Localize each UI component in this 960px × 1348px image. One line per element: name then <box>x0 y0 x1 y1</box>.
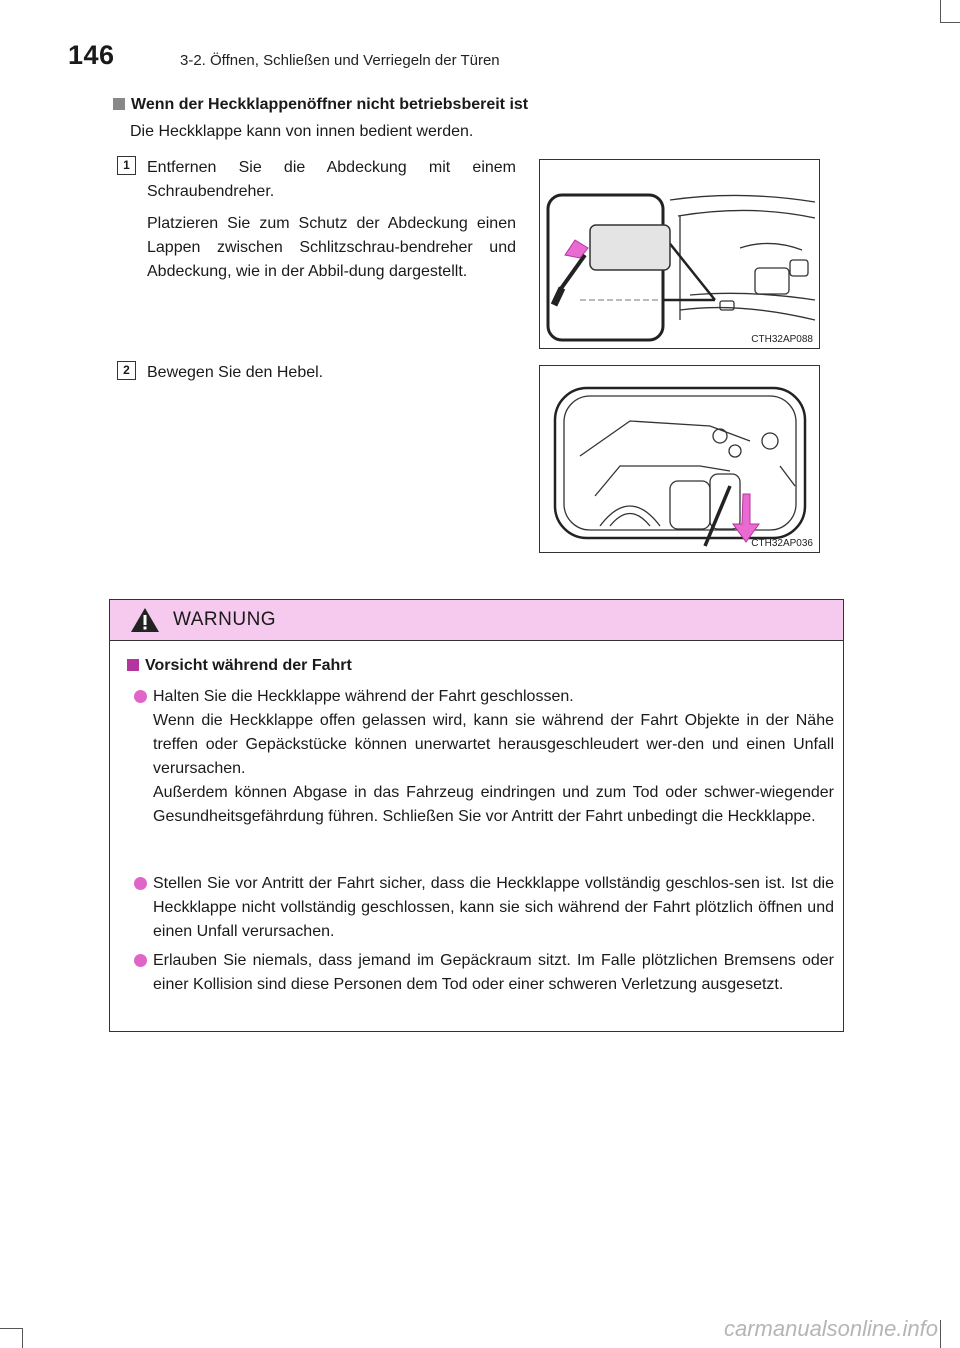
bullet-text: Außerdem können Abgase in das Fahrzeug eindringen und zum Tod oder schwer-wiegender Gesundheitsgefährdung führen. Schließen Sie vor Antritt der Fahrt unbedingt die Heckklappe. <box>153 784 834 825</box>
bullet-text: Stellen Sie vor Antritt der Fahrt sicher, dass die Heckklappe vollständig geschlos-sen ist. Ist die Heckklappe nicht vollständig geschlossen, kann sie sich während der Fahrt plötzlich öffnen und einen Unfall verursachen. <box>153 875 834 940</box>
crop-mark <box>940 0 941 22</box>
step-number-2: 2 <box>117 361 136 380</box>
figure-code: CTH32AP088 <box>751 334 813 345</box>
step-1-note: Platzieren Sie zum Schutz der Abdeckung einen Lappen zwischen Schlitzschrau-bendreher und Abdeckung, wie in der Abbil-dung dargestellt. <box>147 215 516 280</box>
warning-box <box>109 599 844 1032</box>
warning-bullet <box>134 872 834 944</box>
square-bullet-icon <box>113 98 125 110</box>
bullet-text: Wenn die Heckklappe offen gelassen wird, kann sie während der Fahrt Objekte in der Nähe treffen oder Gepäckstücke können unerwartet herausgeschleudert wer-den und einen Unfall verursachen. <box>153 712 834 777</box>
bullet-dot-icon <box>134 954 147 967</box>
warning-triangle-icon <box>130 607 160 633</box>
footer-watermark: carmanualsonline.info <box>723 1316 938 1341</box>
warning-bullet <box>134 685 834 829</box>
warning-bullet <box>134 949 834 997</box>
bullet-dot-icon <box>134 877 147 890</box>
step-number-1: 1 <box>117 156 136 175</box>
section-intro: Die Heckklappe kann von innen bedient werden. <box>130 123 474 140</box>
bullet-text: Erlauben Sie niemals, dass jemand im Gepäckraum sitzt. Im Falle plötzlichen Bremsens oder einer Kollision sind diese Personen dem Tod oder einer schweren Verletzung ausgesetzt. <box>153 952 834 993</box>
chapter-title: 3-2. Öffnen, Schließen und Verriegeln der Türen <box>180 52 500 69</box>
section-heading-text: Wenn der Heckklappenöffner nicht betriebsbereit ist <box>131 96 529 113</box>
crop-mark <box>22 1328 23 1348</box>
figure-remove-cover <box>539 159 820 349</box>
warning-subheading-text: Vorsicht während der Fahrt <box>145 657 352 674</box>
figure-code: CTH32AP036 <box>751 538 813 549</box>
step-1-text: Entfernen Sie die Abdeckung mit einem Schraubendreher. <box>147 159 516 200</box>
square-bullet-icon <box>127 659 139 671</box>
bullet-dot-icon <box>134 690 147 703</box>
figure-move-lever <box>539 365 820 553</box>
step-2-text: Bewegen Sie den Hebel. <box>147 364 324 381</box>
figure-move-lever-illustration <box>540 366 819 552</box>
crop-mark <box>0 1328 22 1329</box>
figure-remove-cover-illustration <box>540 160 819 348</box>
crop-mark <box>940 22 960 23</box>
crop-mark <box>940 1320 941 1348</box>
warning-header <box>110 600 843 641</box>
warning-subheading <box>127 657 352 675</box>
bullet-text: Halten Sie die Heckklappe während der Fahrt geschlossen. <box>153 688 574 705</box>
warning-title: WARNUNG <box>173 609 277 630</box>
section-heading <box>113 96 528 114</box>
page-number: 146 <box>68 40 115 70</box>
